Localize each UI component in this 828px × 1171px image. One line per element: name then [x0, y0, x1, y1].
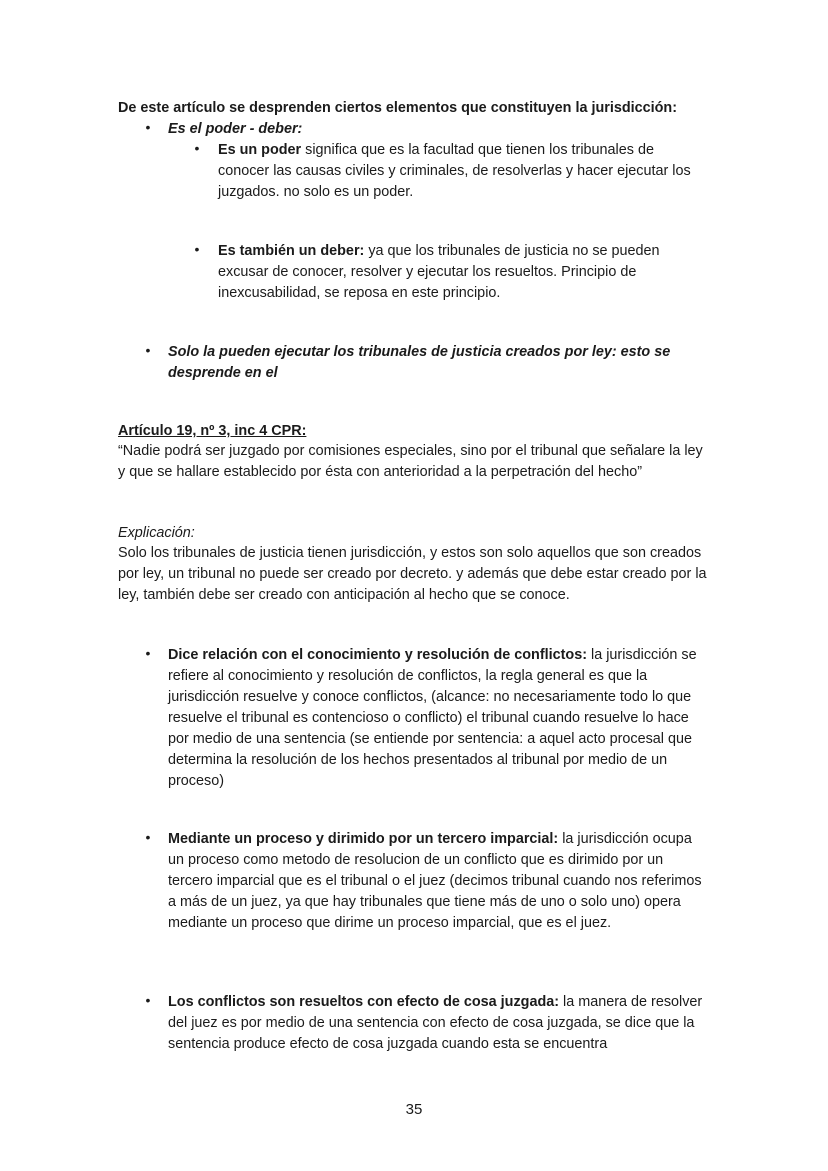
sub-item-poder: [218, 140, 703, 203]
item-poder-deber-label: Es el poder - deber:: [168, 121, 303, 137]
intro-heading: De este artículo se desprenden ciertos elementos que constituyen la jurisdicción:: [118, 100, 678, 116]
page-number: 35: [405, 1101, 423, 1118]
bullet-item-2: •: [145, 342, 151, 358]
bullet-item-3: •: [145, 645, 151, 661]
explanation-label: Explicación:: [118, 525, 195, 541]
bullet-item-5: •: [145, 992, 151, 1008]
sub-item-poder-text: significa que es la facultad que tienen los tribunales de conocer las causas civiles y criminales, de resolverlas y hacer ejecutar los juzgados. no solo es un poder.: [218, 142, 691, 200]
explanation-text: Solo los tribunales de justicia tienen jurisdicción, y estos son solo aquellos que son creados por ley, un tribunal no puede ser creado por decreto. y además que debe estar creado por la ley, también debe ser creado con anticipación al hecho que se conoce.: [118, 545, 707, 603]
bullet-item-1: •: [145, 119, 151, 135]
sub-item-deber-text: ya que los tribunales de justicia no se pueden excusar de conocer, resolver y ejecutar los resueltos. Principio de inexcusabilidad, se reposa en este principio.: [218, 243, 660, 301]
bullet-sub-1: •: [194, 140, 200, 156]
item-proceso-tercero-imparcial: [168, 829, 703, 934]
bullet-item-4: •: [145, 829, 151, 845]
item-conocimiento-resolucion-text: la jurisdicción se refiere al conocimiento y resolución de conflictos, la regla general es que la jurisdicción resuelve y conoce conflictos, (alcance: no necesariamente todo lo que resuelve el tribunal es contencioso o conflicto) el tribunal cuando resuelve lo hace por medio de una sentencia (se entiende por sentencia: a aquel acto procesal que determina la resolución de los hechos presentados al tribunal por medio de un proceso): [168, 647, 697, 789]
item-tribunales-creados-por-ley: Solo la pueden ejecutar los tribunales de justicia creados por ley: esto se desprende en el: [168, 344, 671, 381]
item-cosa-juzgada-lead: Los conflictos son resueltos con efecto de cosa juzgada:: [168, 994, 560, 1010]
bullet-sub-2: •: [194, 241, 200, 257]
article-title: Artículo 19, nº 3, inc 4 CPR:: [118, 423, 307, 439]
sub-item-poder-lead: Es un poder: [218, 142, 302, 158]
item-proceso-tercero-imparcial-text: la jurisdicción ocupa un proceso como metodo de resolucion de un conflicto que es dirimido por un tercero imparcial que es el tribunal o el juez (decimos tribunal cuando nos referimos a más de un juez, ya que hay tribunales que tiene más de uno o solo uno) opera mediante un proceso que dirime un proceso imparcial, que es el juez.: [168, 831, 702, 931]
item-cosa-juzgada: [168, 992, 713, 1055]
sub-item-deber: [218, 241, 703, 304]
item-cosa-juzgada-text: la manera de resolver del juez es por medio de una sentencia con efecto de cosa juzgada, se dice que la sentencia produce efecto de cosa juzgada cuando esta se encuentra: [168, 994, 703, 1052]
sub-item-deber-lead: Es también un deber:: [218, 243, 365, 259]
item-proceso-tercero-imparcial-lead: Mediante un proceso y dirimido por un tercero imparcial:: [168, 831, 559, 847]
item-conocimiento-resolucion-lead: Dice relación con el conocimiento y resolución de conflictos:: [168, 647, 588, 663]
item-conocimiento-resolucion: [168, 645, 713, 792]
article-quote: “Nadie podrá ser juzgado por comisiones especiales, sino por el tribunal que señalare la ley y que se hallare establecido por ésta con anterioridad a la perpetración del hecho”: [118, 443, 703, 480]
